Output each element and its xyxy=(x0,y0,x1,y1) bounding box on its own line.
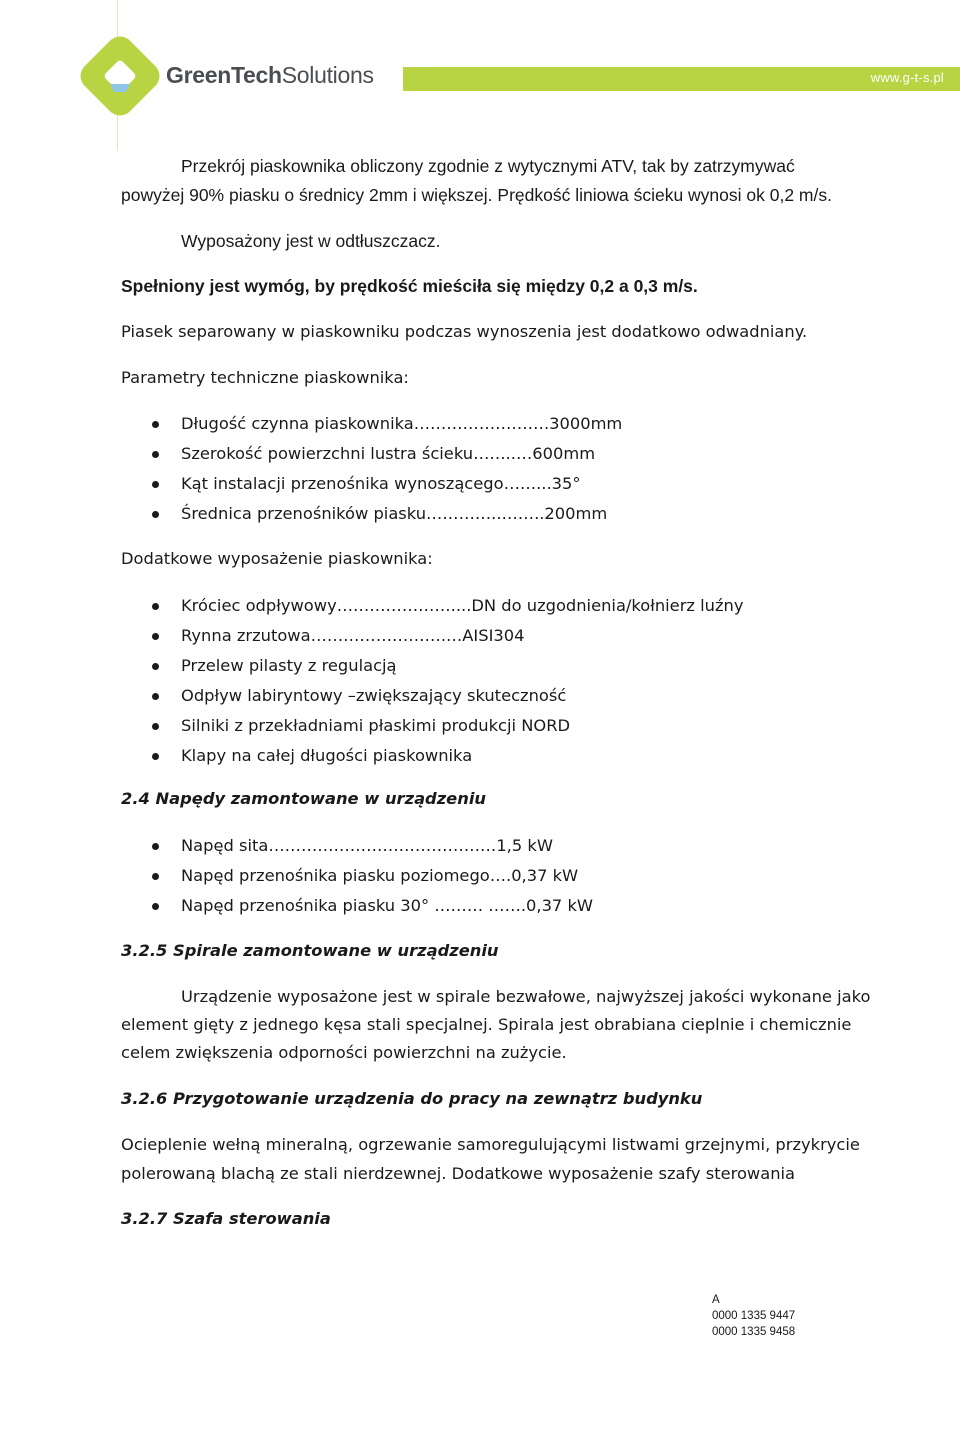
brand-name: GreenTechSolutions xyxy=(166,62,374,88)
list-item: Odpływ labiryntowy –zwiększający skuteczność xyxy=(148,681,743,711)
outdoor-heading: 3.2.6 Przygotowanie urządzenia do pracy na zewnątrz budynku xyxy=(121,1089,703,1108)
spirals-heading: 3.2.5 Spirale zamontowane w urządzeniu xyxy=(121,941,499,960)
list-item: Przelew pilasty z regulacją xyxy=(148,651,743,681)
spirals-line-2: element gięty z jednego kęsa stali specjalnej. Spirala jest obrabiana cieplnie i chemicznie xyxy=(121,1015,852,1034)
outdoor-line-2: polerowaną blachą ze stali nierdzewnej. Dodatkowe wyposażenie szafy sterowania xyxy=(121,1164,796,1183)
list-item: Szerokość powierzchni lustra ścieku……..…600mm xyxy=(148,439,622,469)
footer-line: 0000 1335 9458 xyxy=(712,1326,796,1338)
list-item: Średnica przenośników piasku…………..……..200mm xyxy=(148,499,622,529)
list-item: Kąt instalacji przenośnika wynoszącego……...35° xyxy=(148,469,622,499)
intro-line-1: Przekrój piaskownika obliczony zgodnie z wytycznymi ATV, tak by zatrzymywać xyxy=(181,156,795,176)
list-item: Napęd przenośnika piasku 30° ……… …….0,37 kW xyxy=(148,891,593,921)
intro-line-3: Wyposażony jest w odtłuszczacz. xyxy=(181,231,441,251)
page-footer xyxy=(712,1292,795,1340)
intro-line-2: powyżej 90% piasku o średnicy 2mm i większej. Prędkość liniowa ścieku wynosi ok 0,2 m/s. xyxy=(121,185,832,205)
footer-line: A xyxy=(712,1294,720,1306)
drives-list xyxy=(148,831,593,921)
footer-line: 0000 1335 9447 xyxy=(712,1310,796,1322)
drives-heading: 2.4 Napędy zamontowane w urządzeniu xyxy=(121,789,486,808)
intro-line-4: Spełniony jest wymóg, by prędkość mieściła się między 0,2 a 0,3 m/s. xyxy=(121,276,698,296)
params-list xyxy=(148,409,622,529)
list-item: Klapy na całej długości piaskownika xyxy=(148,741,743,771)
intro-line-5: Piasek separowany w piaskowniku podczas wynoszenia jest dodatkowo odwadniany. xyxy=(121,322,808,341)
list-item: Długość czynna piaskownika…………………….3000mm xyxy=(148,409,622,439)
outdoor-line-1: Ocieplenie wełną mineralną, ogrzewanie samoregulującymi listwami grzejnymi, przykrycie xyxy=(121,1135,860,1154)
extras-list xyxy=(148,591,743,771)
list-item: Silniki z przekładniami płaskimi produkcji NORD xyxy=(148,711,743,741)
spirals-line-3: celem zwiększenia odporności powierzchni na zużycie. xyxy=(121,1043,567,1062)
header-url[interactable]: www.g-t-s.pl xyxy=(870,70,944,85)
extras-heading: Dodatkowe wyposażenie piaskownika: xyxy=(121,549,433,568)
page-header xyxy=(0,0,960,150)
list-item: Króciec odpływowy…………………....DN do uzgodnienia/kołnierz luźny xyxy=(148,591,743,621)
list-item: Rynna zrzutowa…………………….…AISI304 xyxy=(148,621,743,651)
list-item: Napęd sita……………………………………1,5 kW xyxy=(148,831,593,861)
list-item: Napęd przenośnika piasku poziomego….0,37 kW xyxy=(148,861,593,891)
cabinet-heading: 3.2.7 Szafa sterowania xyxy=(121,1209,331,1228)
spirals-line-1: Urządzenie wyposażone jest w spirale bezwałowe, najwyższej jakości wykonane jako xyxy=(181,987,871,1006)
params-heading: Parametry techniczne piaskownika: xyxy=(121,368,409,387)
company-logo-icon xyxy=(70,26,170,126)
